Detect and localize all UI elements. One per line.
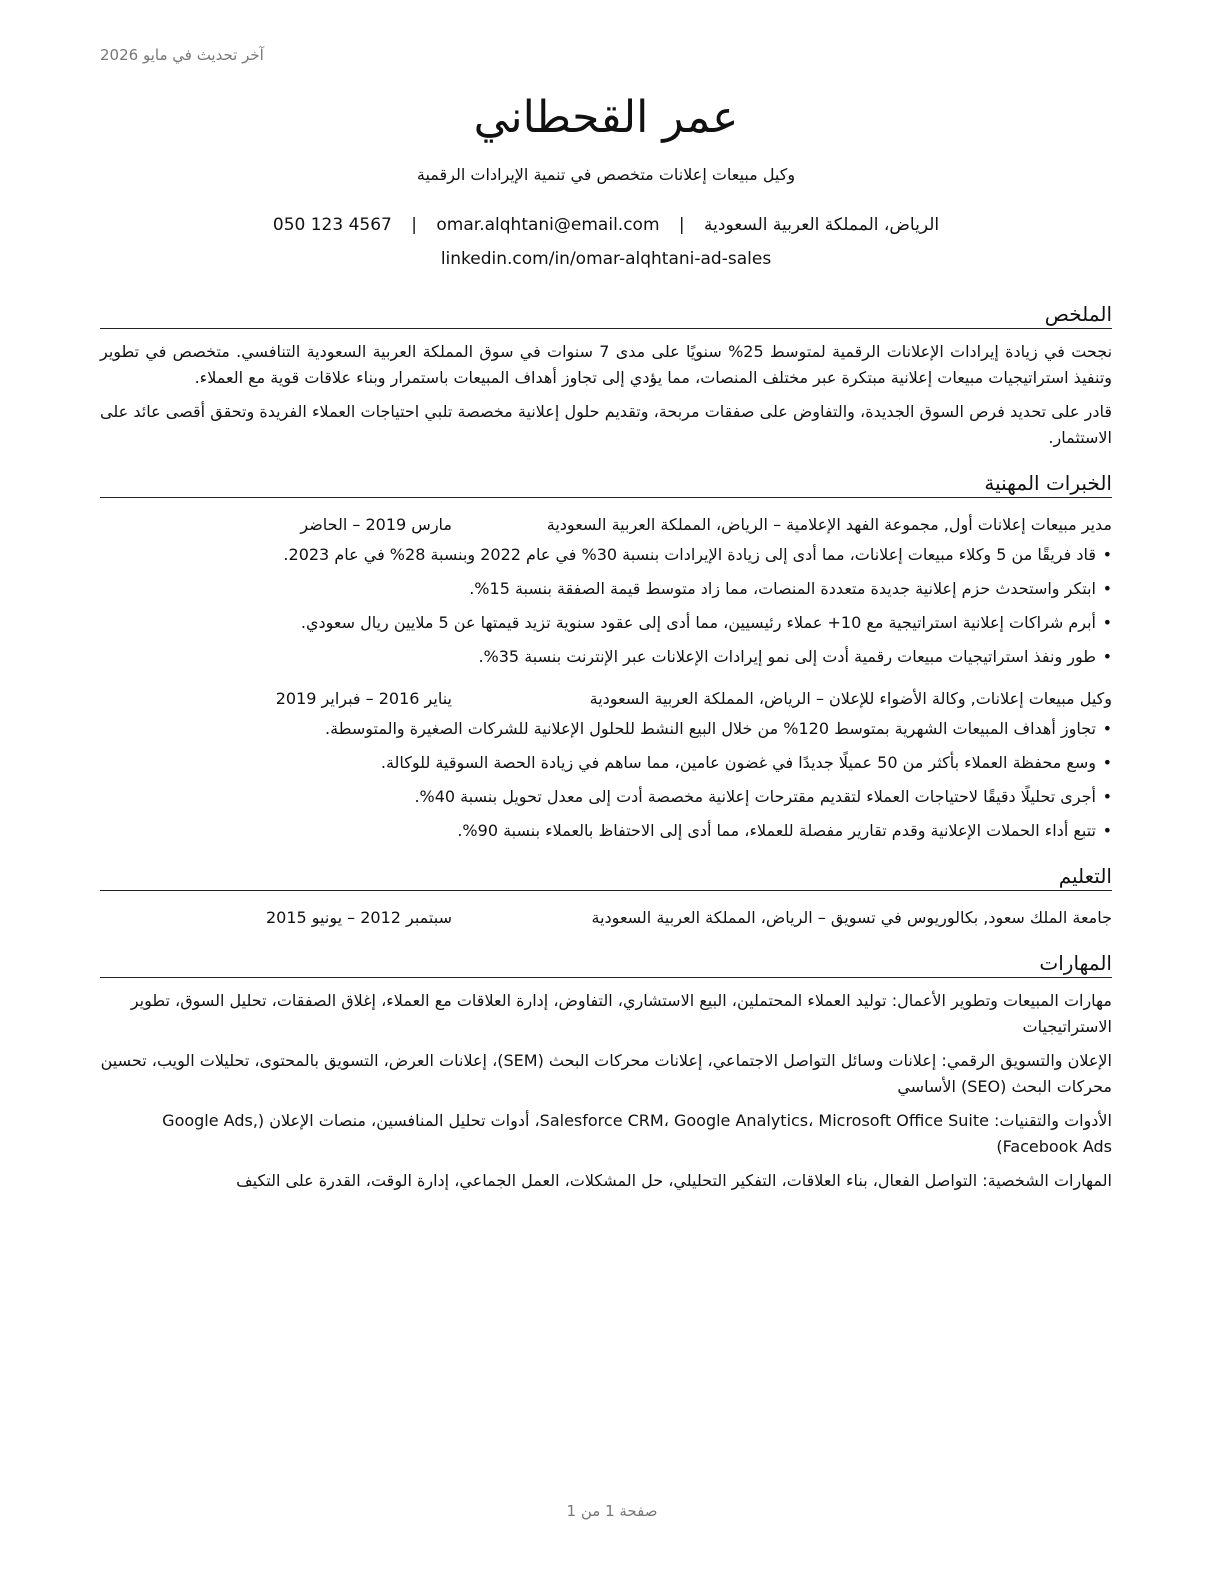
- resume-document: [100, 86, 1112, 1194]
- summary-paragraph: نجحت في زيادة إيرادات الإعلانات الرقمية لمتوسط 25% سنويًا على مدى 7 سنوات في سوق المملكة العربية السعودية التنافسي. متخصص في تطوير وتنفيذ استراتيجيات مبيعات إعلانية مبتكرة عبر مختلف المنصات، مما يؤدي إلى تجاوز أهداف المبيعات باستمرار وبناء علاقات قوية مع العملاء.: [100, 342, 1113, 387]
- job-title: وكيل مبيعات إعلانات, وكالة الأضواء للإعلان – الرياض، المملكة العربية السعودية: [589, 689, 1112, 708]
- phone-number: 050 123 4567: [272, 215, 392, 235]
- job-bullet-text: ابتكر واستحدث حزم إعلانية جديدة متعددة المنصات، مما زاد متوسط قيمة الصفقة بنسبة 15%.: [469, 579, 1096, 598]
- bullet-marker: •: [1102, 545, 1112, 564]
- skill-group: الإعلان والتسويق الرقمي: إعلانات وسائل التواصل الاجتماعي، إعلانات محركات البحث (SEM)، إعلانات العرض، التسويق بالمحتوى، تحليلات الويب، تحسين محركات البحث (SEO) الأساسي: [100, 1051, 1112, 1096]
- skill-group: مهارات المبيعات وتطوير الأعمال: توليد العملاء المحتملين، البيع الاستشاري، التفاوض، إدارة العلاقات مع العملاء، إغلاق الصفقات، تحليل السوق، تطوير الاستراتيجيات: [130, 991, 1112, 1036]
- experience-section: [100, 469, 1112, 844]
- contact-separator: |: [411, 215, 417, 235]
- skill-group: الأدوات والتقنيات: Salesforce CRM، Google Analytics، Microsoft Office Suite، أدوات تحليل المنافسين، منصات الإعلان (Google Ads, Facebook Ads): [162, 1111, 1112, 1156]
- job-bullet: [100, 644, 1112, 670]
- summary-section: [100, 300, 1112, 451]
- resume-header: [100, 86, 1112, 272]
- job-bullets: [100, 716, 1112, 844]
- job-bullet: [100, 542, 1112, 568]
- contact-separator: |: [678, 215, 685, 235]
- job-bullet: [100, 750, 1112, 776]
- section-title-summary: الملخص: [100, 300, 1112, 329]
- bullet-marker: •: [1102, 821, 1112, 840]
- candidate-name: عمر القحطاني: [473, 92, 739, 143]
- summary-paragraph: قادر على تحديد فرص السوق الجديدة، والتفاوض على صفقات مربحة، وتقديم حلول إعلانية مخصصة تلبي احتياجات العملاء الفريدة وتحقق أقصى عائد على الاستثمار.: [100, 402, 1112, 447]
- job-heading-row: [100, 512, 1112, 538]
- linkedin-link[interactable]: linkedin.com/in/omar-alqhtani-ad-sales: [440, 249, 772, 269]
- section-title-skills: المهارات: [100, 949, 1112, 978]
- job-bullet: [100, 716, 1112, 742]
- last-updated-note: آخر تحديث في مايو 2026: [100, 46, 264, 64]
- job-bullet-text: تتبع أداء الحملات الإعلانية وقدم تقارير مفصلة للعملاء، مما أدى إلى الاحتفاظ بالعملاء بنسبة 90%.: [457, 821, 1096, 840]
- job-bullet: [100, 576, 1112, 602]
- bullet-marker: •: [1102, 613, 1112, 632]
- education-degree: جامعة الملك سعود, بكالوريوس في تسويق – الرياض، المملكة العربية السعودية: [591, 908, 1112, 927]
- job-title: مدير مبيعات إعلانات أول, مجموعة الفهد الإعلامية – الرياض، المملكة العربية السعودية: [546, 515, 1112, 534]
- bullet-marker: •: [1102, 647, 1112, 666]
- bullet-marker: •: [1102, 579, 1112, 598]
- job-entry: [100, 512, 1112, 670]
- job-bullet-text: تجاوز أهداف المبيعات الشهرية بمتوسط 120% من خلال البيع النشط للحلول الإعلانية للشركات الصغيرة والمتوسطة.: [325, 719, 1096, 738]
- job-dates: مارس 2019 – الحاضر: [300, 515, 452, 534]
- location-text: الرياض، المملكة العربية السعودية: [704, 215, 940, 235]
- job-bullet-text: قاد فريقًا من 5 وكلاء مبيعات إعلانات، مما أدى إلى زيادة الإيرادات بنسبة 30% في عام 2022 وبنسبة 28% في عام 2023.: [283, 545, 1096, 564]
- page-number: صفحة 1 من 1: [566, 1502, 658, 1520]
- job-bullet: [100, 784, 1112, 810]
- email-link[interactable]: omar.alqhtani@email.com: [436, 215, 660, 235]
- job-bullet: [100, 610, 1112, 636]
- job-bullet-text: أبرم شراكات إعلانية استراتيجية مع 10+ عملاء رئيسيين، مما أدى إلى عقود سنوية تزيد قيمتها عن 5 ملايين ريال سعودي.: [300, 613, 1096, 632]
- bullet-marker: •: [1102, 719, 1112, 738]
- job-bullet-text: طور ونفذ استراتيجيات مبيعات رقمية أدت إلى نمو إيرادات الإعلانات عبر الإنترنت بنسبة 35%.: [478, 647, 1096, 666]
- job-bullets: [100, 542, 1112, 670]
- candidate-tagline: وكيل مبيعات إعلانات متخصص في تنمية الإيرادات الرقمية: [416, 165, 796, 184]
- job-dates: يناير 2016 – فبراير 2019: [275, 689, 452, 708]
- job-heading-row: [100, 686, 1112, 712]
- job-bullet: [100, 818, 1112, 844]
- job-entry: [100, 686, 1112, 844]
- contact-line: [100, 212, 1112, 238]
- bullet-marker: •: [1102, 787, 1112, 806]
- section-title-experience: الخبرات المهنية: [100, 469, 1112, 498]
- bullet-marker: •: [1102, 753, 1112, 772]
- skills-section: [100, 949, 1112, 1194]
- education-heading-row: [100, 905, 1112, 931]
- education-dates: سبتمبر 2012 – يونيو 2015: [265, 908, 452, 927]
- job-bullet-text: أجرى تحليلًا دقيقًا لاحتياجات العملاء لتقديم مقترحات إعلانية مخصصة أدت إلى معدل تحويل بنسبة 40%.: [414, 787, 1096, 806]
- section-title-education: التعليم: [100, 862, 1112, 891]
- job-bullet-text: وسع محفظة العملاء بأكثر من 50 عميلًا جديدًا في غضون عامين، مما ساهم في زيادة الحصة السوقية للوكالة.: [380, 753, 1096, 772]
- skill-group: المهارات الشخصية: التواصل الفعال، بناء العلاقات، التفكير التحليلي، حل المشكلات، العمل الجماعي، إدارة الوقت، القدرة على التكيف: [236, 1171, 1112, 1190]
- education-section: [100, 862, 1112, 931]
